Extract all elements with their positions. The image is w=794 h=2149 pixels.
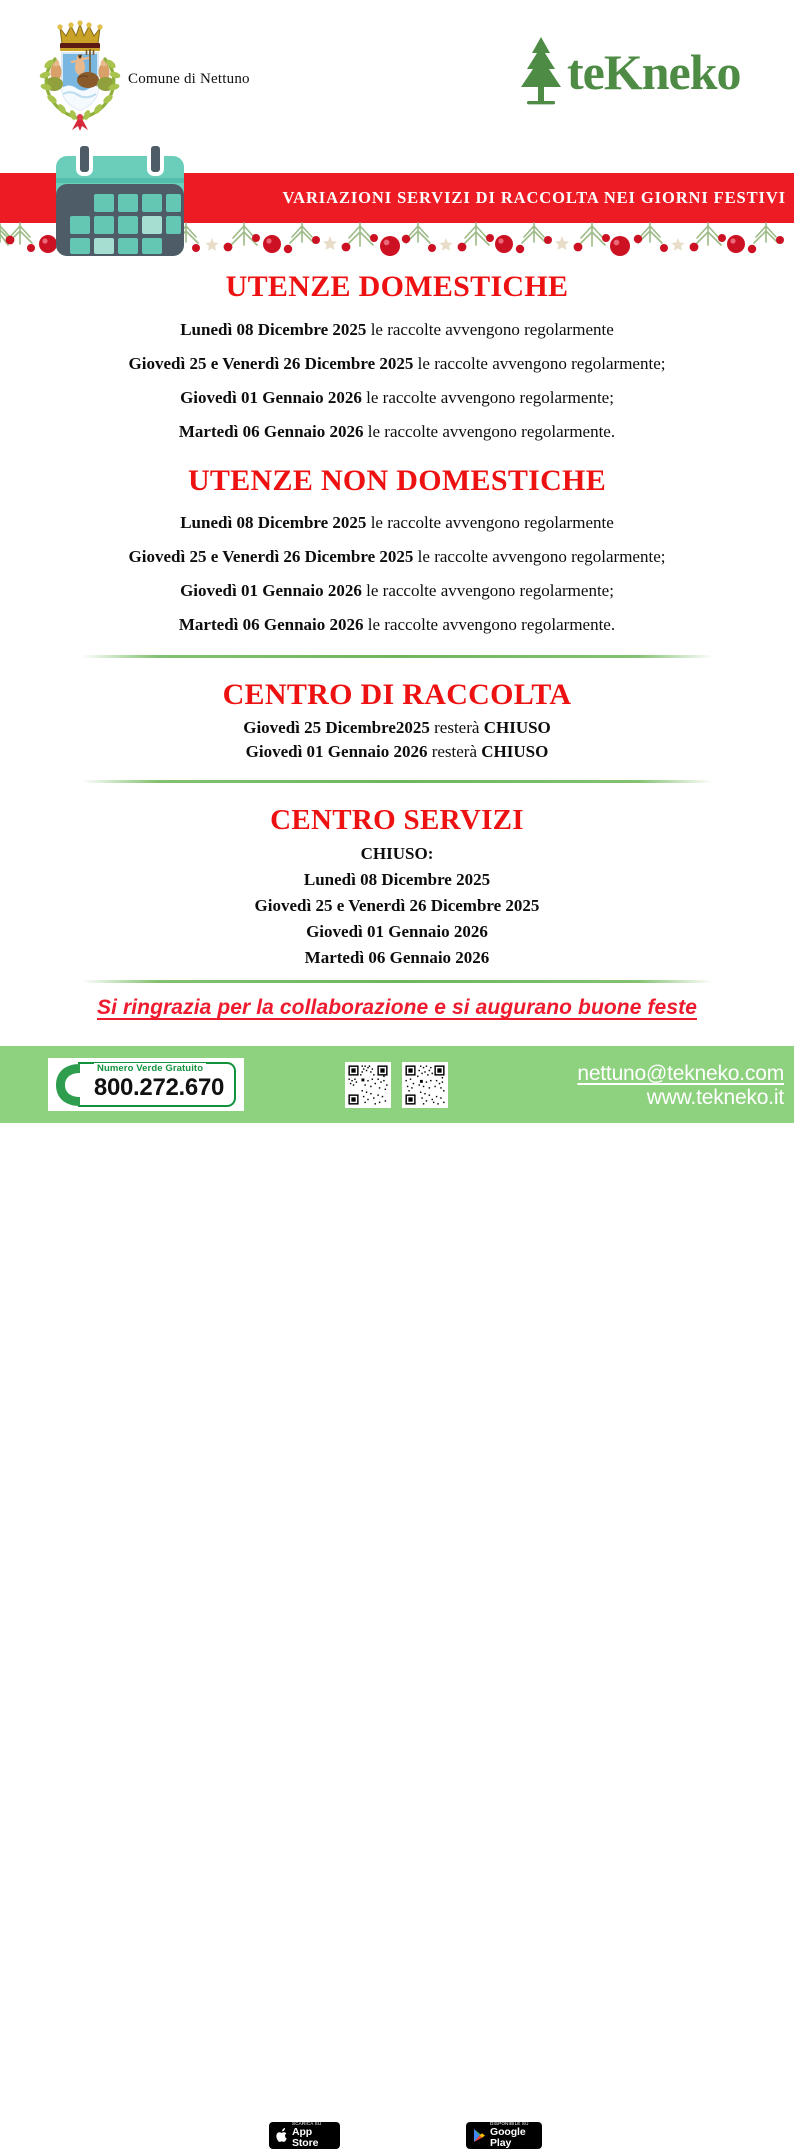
schedule-line xyxy=(0,548,794,565)
section-title-centro-servizi: CENTRO SERVIZI xyxy=(270,803,524,836)
schedule-date: Giovedì 01 Gennaio 2026 xyxy=(245,741,428,761)
schedule-date: Martedì 06 Gennaio 2026 xyxy=(304,948,490,968)
tekneko-logo xyxy=(505,33,755,111)
schedule-line xyxy=(0,719,794,736)
app-store-badge[interactable] xyxy=(269,2122,340,2149)
schedule-date: Lunedì 08 Dicembre 2025 xyxy=(180,319,367,339)
google-play-badge-text xyxy=(490,2122,535,2148)
schedule-date: Giovedì 01 Gennaio 2026 xyxy=(306,922,488,942)
schedule-date: Giovedì 25 e Venerdì 26 Dicembre 2025 xyxy=(128,547,414,567)
schedule-text: le raccolte avvengono regolarmente xyxy=(366,319,614,339)
schedule-line xyxy=(0,514,794,531)
contact-website[interactable]: www.tekneko.it xyxy=(646,1085,784,1109)
schedule-line xyxy=(0,423,794,440)
schedule-date: Lunedì 08 Dicembre 2025 xyxy=(303,870,491,890)
app-store-badge-small: SCARICA SU xyxy=(292,2121,322,2127)
schedule-text: le raccolte avvengono regolarmente; xyxy=(361,581,614,601)
phone-number[interactable]: 800.272.670 xyxy=(93,1074,225,1101)
schedule-line xyxy=(0,949,794,966)
schedule-line xyxy=(0,582,794,599)
section-utenze-domestiche xyxy=(0,268,794,440)
qr-code-app-store[interactable] xyxy=(345,1062,391,1108)
section-title-utenze-domestiche: UTENZE DOMESTICHE xyxy=(225,270,569,303)
schedule-text: le raccolte avvengono regolarmente; xyxy=(413,353,666,373)
contact-email[interactable]: nettuno@tekneko.com xyxy=(577,1062,784,1085)
schedule-line xyxy=(0,871,794,888)
google-play-badge-small: DISPONIBILE SU xyxy=(490,2121,529,2127)
schedule-line xyxy=(0,923,794,940)
toll-free-phone-box xyxy=(48,1058,244,1111)
schedule-text: le raccolte avvengono regolarmente. xyxy=(363,421,616,441)
closed-label-text: CHIUSO: xyxy=(360,844,434,864)
google-play-badge[interactable] xyxy=(466,2122,542,2149)
schedule-line xyxy=(0,389,794,406)
banner-title: VARIAZIONI SERVIZI DI RACCOLTA NEI GIORNI FESTIVI xyxy=(282,188,786,207)
schedule-date: Giovedì 25 e Venerdì 26 Dicembre 2025 xyxy=(254,896,540,916)
page-header xyxy=(0,0,794,140)
calendar-icon xyxy=(48,142,192,264)
schedule-text: resterà xyxy=(429,717,484,737)
schedule-status: CHIUSO xyxy=(481,741,549,761)
google-play-icon xyxy=(473,2128,486,2143)
phone-handset-icon xyxy=(54,1062,84,1108)
app-store-badge-big: App Store xyxy=(292,2126,319,2149)
section-divider xyxy=(81,980,713,983)
nettuno-coat-of-arms-icon xyxy=(28,14,132,132)
section-title-centro-di-raccolta: CENTRO DI RACCOLTA xyxy=(222,678,572,712)
title-banner xyxy=(0,173,794,268)
section-centro-di-raccolta xyxy=(0,658,794,760)
schedule-text: resterà xyxy=(427,741,482,761)
closed-status-label xyxy=(0,845,794,862)
phone-caption: Numero Verde Gratuito xyxy=(94,1063,206,1074)
schedule-date: Giovedì 25 Dicembre2025 xyxy=(243,717,430,737)
apple-logo-icon xyxy=(276,2128,288,2143)
schedule-date: Martedì 06 Gennaio 2026 xyxy=(178,421,364,441)
section-title-utenze-non-domestiche: UTENZE NON DOMESTICHE xyxy=(187,463,607,497)
section-utenze-non-domestiche xyxy=(0,440,794,634)
schedule-date: Giovedì 01 Gennaio 2026 xyxy=(180,581,362,601)
schedule-text: le raccolte avvengono regolarmente; xyxy=(413,547,666,567)
fir-tree-icon xyxy=(521,37,561,104)
schedule-date: Lunedì 08 Dicembre 2025 xyxy=(180,513,367,533)
municipality-label: Comune di Nettuno xyxy=(128,71,250,87)
schedule-line xyxy=(0,743,794,760)
qr-code-google-play[interactable] xyxy=(402,1062,448,1108)
schedule-text: le raccolte avvengono regolarmente; xyxy=(361,387,614,407)
schedule-date: Giovedì 01 Gennaio 2026 xyxy=(180,387,362,407)
contact-info xyxy=(577,1062,784,1109)
google-play-badge-big: Google Play xyxy=(490,2126,526,2149)
app-store-badge-text xyxy=(292,2122,333,2148)
poster-content xyxy=(0,268,794,1020)
schedule-line xyxy=(0,355,794,372)
closing-message: Si ringrazia per la collaborazione e si augurano buone feste xyxy=(97,996,697,1020)
schedule-status: CHIUSO xyxy=(483,717,551,737)
schedule-line xyxy=(0,897,794,914)
schedule-line xyxy=(0,321,794,338)
schedule-text: le raccolte avvengono regolarmente. xyxy=(363,615,616,635)
schedule-date: Martedì 06 Gennaio 2026 xyxy=(178,615,364,635)
schedule-date: Giovedì 25 e Venerdì 26 Dicembre 2025 xyxy=(128,353,414,373)
tekneko-wordmark: teKneko xyxy=(567,44,741,100)
section-centro-servizi xyxy=(0,783,794,966)
schedule-text: le raccolte avvengono regolarmente xyxy=(366,513,614,533)
schedule-line xyxy=(0,616,794,633)
